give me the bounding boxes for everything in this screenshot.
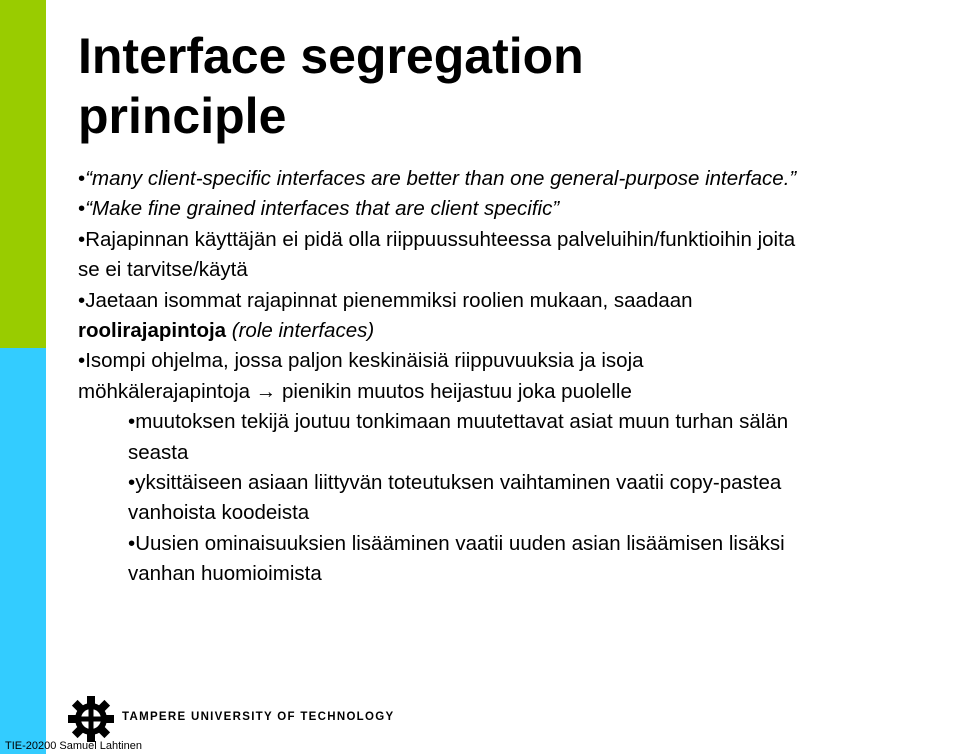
bullet-text: yksittäiseen asiaan liittyvän toteutuksen vaihtaminen vaatii copy-pastea	[135, 471, 782, 495]
bullet-text: muutoksen tekijä joutuu tonkimaan muutettavat asiat muun turhan sälän	[135, 410, 789, 434]
title-line-2: principle	[78, 88, 287, 144]
bullet-quote-1	[78, 164, 960, 194]
sub-bullet-copy-paste	[78, 468, 960, 529]
bullet-text: Isompi ohjelma, jossa paljon keskinäisiä riippuvuuksia ja isoja	[85, 349, 644, 373]
bullet-mark: •	[78, 349, 86, 373]
bullet-text: Jaetaan isommat rajapinnat pienemmiksi roolien mukaan, saadaan	[85, 288, 693, 312]
side-color-bar	[0, 0, 46, 754]
bullet-mark: •	[128, 531, 136, 555]
gear-logo-icon	[68, 696, 114, 742]
title-line-1: Interface segregation	[78, 28, 584, 84]
bullet-role-interfaces	[78, 286, 960, 347]
slide-body	[78, 164, 960, 590]
university-name: TAMPERE UNIVERSITY OF TECHNOLOGY	[122, 711, 395, 723]
bullet-mark: •	[78, 197, 86, 221]
arrow-icon: →	[255, 379, 277, 403]
bullet-italic-term: (role interfaces)	[231, 319, 375, 343]
bullet-text-cont: vanhan huomioimista	[128, 562, 322, 586]
side-bar-green	[0, 0, 46, 348]
side-bar-blue	[0, 348, 46, 754]
slide-title	[78, 26, 584, 146]
bullet-text: Rajapinnan käyttäjän ei pidä olla riippuussuhteessa palveluihin/funktioihin joita	[85, 227, 796, 251]
sub-bullet-change-maker	[78, 407, 960, 468]
bullet-text: “Make fine grained interfaces that are client specific”	[85, 197, 560, 221]
bullet-text: Uusien ominaisuuksien lisääminen vaatii uuden asian lisäämisen lisäksi	[135, 531, 785, 555]
bullet-mark: •	[78, 227, 86, 251]
bullet-quote-2	[78, 194, 960, 224]
bullet-text: “many client-specific interfaces are better than one general-purpose interface.”	[85, 167, 797, 190]
bullet-mark: •	[78, 288, 86, 312]
bullet-mark: •	[128, 410, 136, 434]
bullet-text-cont: pienikin muutos heijastuu joka puolelle	[281, 379, 632, 403]
bullet-text-cont: seasta	[128, 440, 189, 464]
bullet-text-cont: möhkälerajapintoja	[78, 379, 251, 403]
sub-bullet-new-features	[78, 529, 960, 590]
bullet-interface-user	[78, 225, 960, 286]
bullet-text-cont: vanhoista koodeista	[128, 501, 310, 525]
bullet-mark: •	[128, 471, 136, 495]
bullet-large-program	[78, 346, 960, 407]
course-footer: TIE-20200 Samuel Lahtinen	[5, 740, 142, 752]
bullet-text-cont: se ei tarvitse/käytä	[78, 258, 248, 282]
bullet-bold-term: roolirajapintoja	[78, 319, 227, 343]
bullet-mark: •	[78, 167, 86, 190]
